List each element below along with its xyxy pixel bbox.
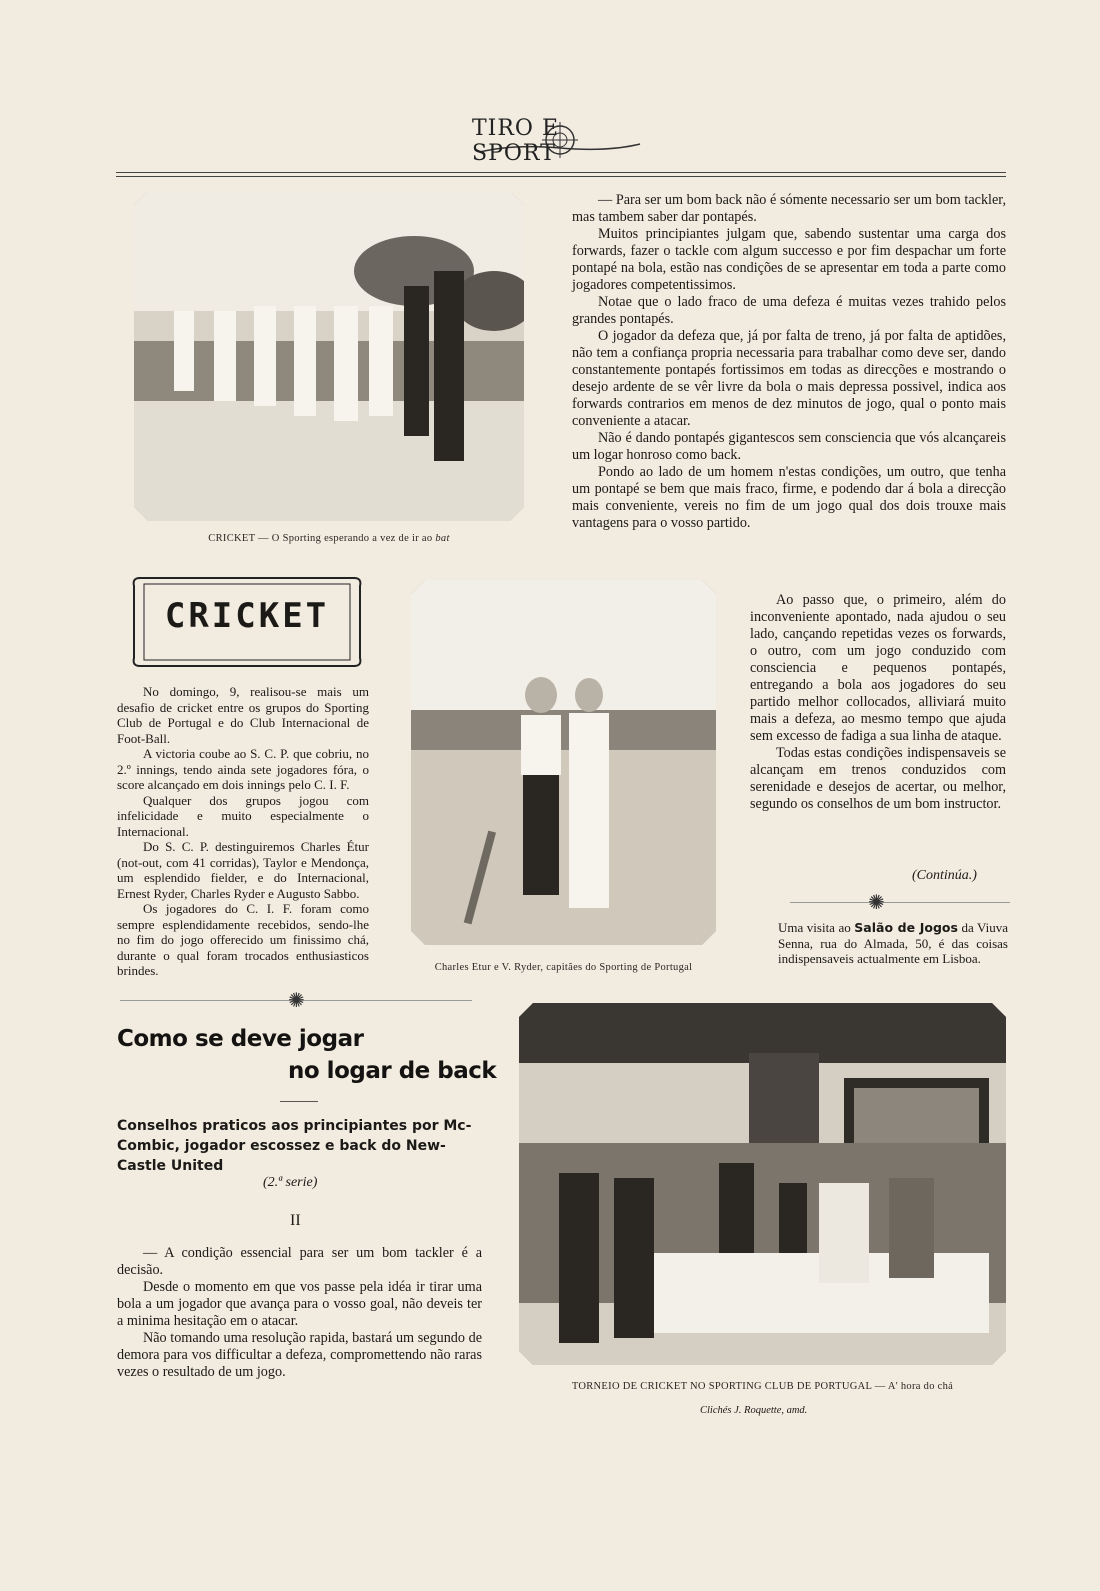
back-paragraph: Não tomando uma resolução rapida, bastará um segundo de demora para vos difficultar a defeza, compromettendo não raras vezes o resultado de um jogo. [117,1330,482,1380]
ornament-star-icon: ✺ [288,990,305,1012]
caption-photo-3-caps: TORNEIO DE CRICKET NO SPORTING CLUB DE PORTUGAL — A' [571,1381,901,1392]
back-article-column-left [117,1245,482,1381]
caption-photo-1-text: CRICKET — O Sporting esperando a vez de ir ao [208,533,436,544]
caption-photo-3 [519,1381,1006,1392]
back-article-part: II [290,1212,301,1229]
cricket-title: CRICKET [164,596,330,636]
back-paragraph: Desde o momento em que vos passe pela idéa ir tirar uma bola a um jogador que avança para o vosso goal, não deveis ter a minima hesitação em o atacar. [117,1279,482,1329]
back-article-title-line2: no logar de back [288,1058,497,1084]
cricket-article [117,684,369,979]
back-paragraph: Não é dando pontapés gigantescos sem consciencia que vós alcançareis um logar honroso como back. [572,430,1006,463]
notice-text-end: da Viuva Senna, rua do Almada, 50, é das coisas indispensaveis actualmente em Lisboa. [778,920,1008,966]
back-paragraph: Ao passo que, o primeiro, além do inconveniente apontado, nada ajudou o seu lado, cançando repetidas vezes os forwards, o outro, com um jogo conduzido com consciencia e pequenos pontapés, entregando a bola aos jogadores do seu partido melhor collocados, alliviará muito mais a defeza, ao mesmo tempo que ajuda sem excesso de fadiga a sua linha de ataque. [750,592,1006,744]
notice-text: Uma visita ao [778,920,855,935]
photo-captains [411,580,716,945]
back-paragraph: Notae que o lado fraco de uma defeza é muitas vezes trahido pelos grandes pontapés. [572,294,1006,327]
cricket-paragraph: Os jogadores do C. I. F. foram como sempre esplendidamente recebidos, sendo-lhe no fim do jogo offerecido um finissimo chá, durante o qual foram trocados enthusiasticos brindes. [117,901,369,978]
cricket-title-frame [130,574,364,670]
cricket-paragraph: A victoria coube ao S. C. P. que cobriu, no 2.º innings, tendo ainda sete jogadores fóra, o score alcançado em dois innings pelo C. I. F. [117,746,369,792]
caption-photo-2: Charles Etur e V. Ryder, capitães do Sporting de Portugal [434,962,693,973]
photo-cricket-team-waiting [134,191,524,521]
back-paragraph: Muitos principiantes julgam que, sabendo sustentar uma carga dos forwards, fazer o tackle com algum successo e por fim despachar um forte pontapé na bola, estão nas condições de se apresentar em toda a parte como jogadores competentissimos. [572,226,1006,293]
photo-credits: Clichés J. Roquette, amd. [700,1405,808,1416]
back-paragraph: Todas estas condições indispensaveis se alcançam em trenos conduzidos com serenidade e desejos de acertar, ou melhor, segundo os conselhos de um bom instructor. [750,745,1006,812]
salao-notice [778,920,1008,967]
caption-photo-1-italic: bat [435,533,450,544]
back-paragraph: Pondo ao lado de um homem n'estas condições, um outro, que tenha um pontapé se bem que mais fraco, firme, e podendo dar á bola a direcção mais conveniente, vereis no fim de um jogo qual dos dois trouxe mais vantagens para o vosso partido. [572,464,1006,531]
continua-note: (Continúa.) [912,868,977,883]
masthead-title: TIRO E SPORT [472,116,560,166]
back-article-series: (2.ª serie) [263,1175,318,1190]
top-rule-2 [116,176,1006,177]
masthead-logo [472,118,648,164]
cricket-paragraph: Qualquer dos grupos jogou com infelicidade e muito especialmente o Internacional. [117,792,369,839]
title-rule [280,1101,318,1102]
photo-tea-gathering [519,1003,1006,1365]
caption-photo-3-rest: hora do chá [900,1381,954,1392]
top-rule [116,172,1006,173]
back-article-column-right [572,192,1006,532]
separator-rule [790,902,1010,903]
back-article-subtitle: Conselhos praticos aos principiantes por Mc-Combic, jogador escossez e back do New-Castle United [117,1118,472,1174]
notice-bold: Salão de Jogos [854,920,958,935]
back-paragraph: O jogador da defeza que, já por falta de treno, já por falta de aptidões, não tem a confiança propria necessaria para trabalhar como deve ser, dando constantemente pontapés fortissimos em todas as direcções e mostrando o desejo ardente de se vêr livre da bola o mais depressa possivel, indica aos forwards contrarios em menos de dez minutos de jogo, qual o ponto mais conveniente a atacar. [572,328,1006,429]
back-article-column-narrow [750,592,1006,813]
back-paragraph: — Para ser um bom back não é sómente necessario ser um bom tackler, mas tambem saber dar pontapés. [572,192,1006,225]
cricket-paragraph: No domingo, 9, realisou-se mais um desafio de cricket entre os grupos do Sporting Club de Portugal e do Club Internacional de Foot-Ball. [117,684,369,746]
caption-photo-1 [134,533,524,544]
back-article-title-line1: Como se deve jogar [117,1026,364,1052]
ornament-star-icon: ✺ [868,892,885,914]
back-paragraph: — A condição essencial para ser um bom tackler é a decisão. [117,1245,482,1278]
cricket-paragraph: Do S. C. P. destinguiremos Charles Étur (not-out, com 41 corridas), Taylor e Mendonça, um esplendido fielder, e do Internacional, Ernest Ryder, Charles Ryder e Augusto Sabbo. [117,839,369,901]
